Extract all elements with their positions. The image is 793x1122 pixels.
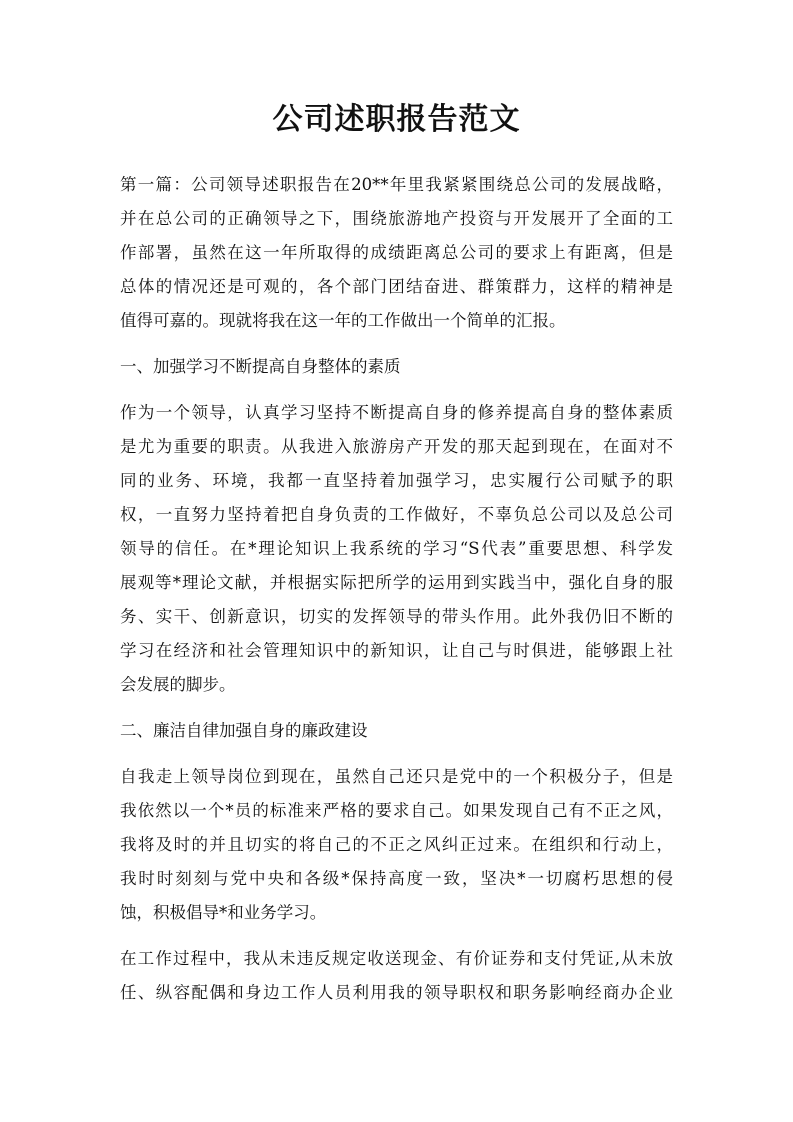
text-line: 我依然以一个*员的标准来严格的要求自己。如果发现自己有不正之风， <box>120 801 673 820</box>
text-line: 并在总公司的正确领导之下，围绕旅游地产投资与开发展开了全面的工 <box>120 209 673 228</box>
paragraph-spacer <box>120 384 673 396</box>
text-line: 务、实干、创新意识，切实的发挥领导的带头作用。此外我仍旧不断的 <box>120 607 673 626</box>
text-line: 同的业务、环境，我都一直坚持着加强学习，忠实履行公司赋予的职 <box>120 471 673 490</box>
paragraph-spacer <box>120 748 673 760</box>
text-line: 展观等*理论文献，并根据实际把所学的运用到实践当中，强化自身的服 <box>120 573 673 592</box>
text-line: 作为一个领导，认真学习坚持不断提高自身的修养提高自身的整体素质 <box>120 403 673 422</box>
section-heading-study: 一、加强学习不断提高自身整体的素质 <box>120 357 401 376</box>
document-body <box>120 168 673 1010</box>
text-line: 任、纵容配偶和身边工作人员利用我的领导职权和职务影响经商办企业 <box>120 983 673 1002</box>
text-line: 领导的信任。在*理论知识上我系统的学习“S代表”重要思想、科学发 <box>120 539 673 558</box>
paragraph-spacer <box>120 338 673 350</box>
text-line: 作部署，虽然在这一年所取得的成绩距离总公司的要求上有距离，但是 <box>120 243 673 262</box>
text-line: 是尤为重要的职责。从我进入旅游房产开发的那天起到现在，在面对不 <box>120 437 673 456</box>
text-line: 会发展的脚步。 <box>120 675 236 694</box>
text-line: 学习在经济和社会管理知识中的新知识，让自己与时俱进，能够跟上社 <box>120 641 673 660</box>
paragraph-integrity <box>120 760 673 930</box>
text-line: 第一篇：公司领导述职报告在20**年里我紧紧围绕总公司的发展战略， <box>120 175 673 194</box>
text-line: 权，一直努力坚持着把自身负责的工作做好，不辜负总公司以及总公司 <box>120 505 673 524</box>
section-heading-integrity: 二、廉洁自律加强自身的廉政建设 <box>120 721 368 740</box>
paragraph-conduct <box>120 942 673 1010</box>
paragraph-spacer <box>120 930 673 942</box>
text-line: 蚀，积极倡导*和业务学习。 <box>120 903 327 922</box>
paragraph-intro <box>120 168 673 338</box>
text-line: 在工作过程中，我从未违反规定收送现金、有价证券和支付凭证,从未放 <box>120 949 673 968</box>
document-title: 公司述职报告范文 <box>272 102 521 137</box>
paragraph-study <box>120 396 673 702</box>
text-line: 我时时刻刻与党中央和各级*保持高度一致，坚决*一切腐朽思想的侵 <box>120 869 673 888</box>
text-line: 总体的情况还是可观的，各个部门团结奋进、群策群力，这样的精神是 <box>120 277 673 296</box>
text-line: 自我走上领导岗位到现在，虽然自己还只是党中的一个积极分子，但是 <box>120 767 673 786</box>
text-line: 我将及时的并且切实的将自己的不正之风纠正过来。在组织和行动上， <box>120 835 673 854</box>
text-line: 值得可嘉的。现就将我在这一年的工作做出一个简单的汇报。 <box>120 311 566 330</box>
paragraph-spacer <box>120 702 673 714</box>
